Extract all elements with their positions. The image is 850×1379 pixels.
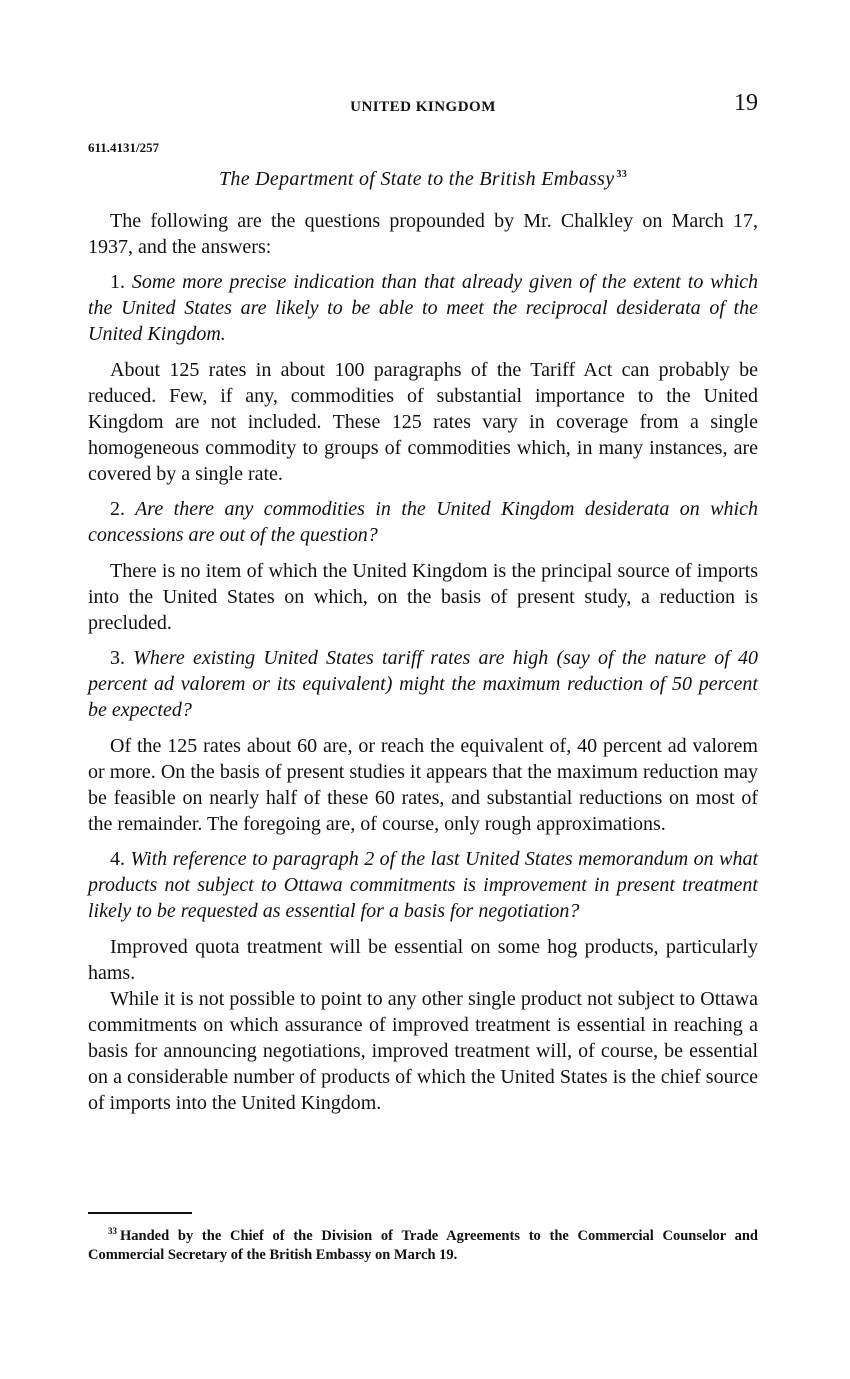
answer-4a: Improved quota treatment will be essential on some hog products, particularly hams. (88, 936, 758, 984)
question-3 (88, 645, 758, 723)
question-text: Where existing United States tariff rates are high (say of the nature of 40 percent ad valorem or its equivalent) might the maximum reduction of 50 percent be expected? (88, 647, 759, 721)
question-number: 2. (110, 498, 125, 520)
question-number: 4. (110, 848, 125, 870)
question-2 (88, 496, 758, 548)
question-text: With reference to paragraph 2 of the last United States memorandum on what products not subject to Ottawa commitments is improvement in present treatment likely to be requested as essential for a basis for negotiation? (88, 848, 759, 922)
document-title (88, 168, 758, 191)
footnote-marker: 33 (108, 1226, 117, 1237)
answer-4b: While it is not possible to point to any other single product not subject to Ottawa commitments on which assurance of improved treatment is essential in reaching a basis for announcing negotiations, improved treatment will, of course, be essential on a considerable number of products of which the United States is the chief source of imports into the United Kingdom. (88, 988, 758, 1114)
footnote (88, 1227, 758, 1265)
answer-3: Of the 125 rates about 60 are, or reach the equivalent of, 40 percent ad valorem or more. On the basis of present studies it appears that the maximum reduction may be feasible on nearly half of these 60 rates, and substantial reductions on most of the remainder. The foregoing are, of course, only rough approximations. (88, 735, 758, 835)
answer-2: There is no item of which the United Kingdom is the principal source of imports into the United States on which, on the basis of present study, a reduction is precluded. (88, 560, 758, 634)
question-number: 3. (110, 647, 125, 669)
question-1 (88, 269, 758, 347)
running-title: UNITED KINGDOM (350, 99, 496, 115)
title-footnote-marker: 33 (616, 169, 628, 181)
question-text: Are there any commodities in the United Kingdom desiderata on which concessions are out of the question? (88, 498, 758, 546)
question-number: 1. (110, 271, 125, 293)
question-text: Some more precise indication than that already given of the extent to which the United States are likely to be able to meet the reciprocal desiderata of the United Kingdom. (88, 271, 759, 345)
footnote-divider (88, 1212, 192, 1214)
file-reference: 611.4131/257 (88, 140, 160, 155)
running-head (88, 90, 758, 120)
page-number: 19 (734, 90, 758, 116)
footnote-text: Handed by the Chief of the Division of Trade Agreements to the Commercial Counselor and Commercial Secretary of the British Embassy on March 19. (88, 1228, 758, 1263)
answer-1: About 125 rates in about 100 paragraphs of the Tariff Act can probably be reduced. Few, if any, commodities of substantial importance to the United Kingdom are not included. These 125 rates vary in coverage from a single homogeneous commodity to groups of commodities which, in many instances, are covered by a single rate. (88, 359, 758, 485)
intro-paragraph: The following are the questions propounded by Mr. Chalkley on March 17, 1937, and the answers: (88, 210, 758, 258)
question-4 (88, 846, 758, 924)
body-text (88, 208, 758, 1125)
document-title-text: The Department of State to the British Embassy (218, 168, 615, 190)
